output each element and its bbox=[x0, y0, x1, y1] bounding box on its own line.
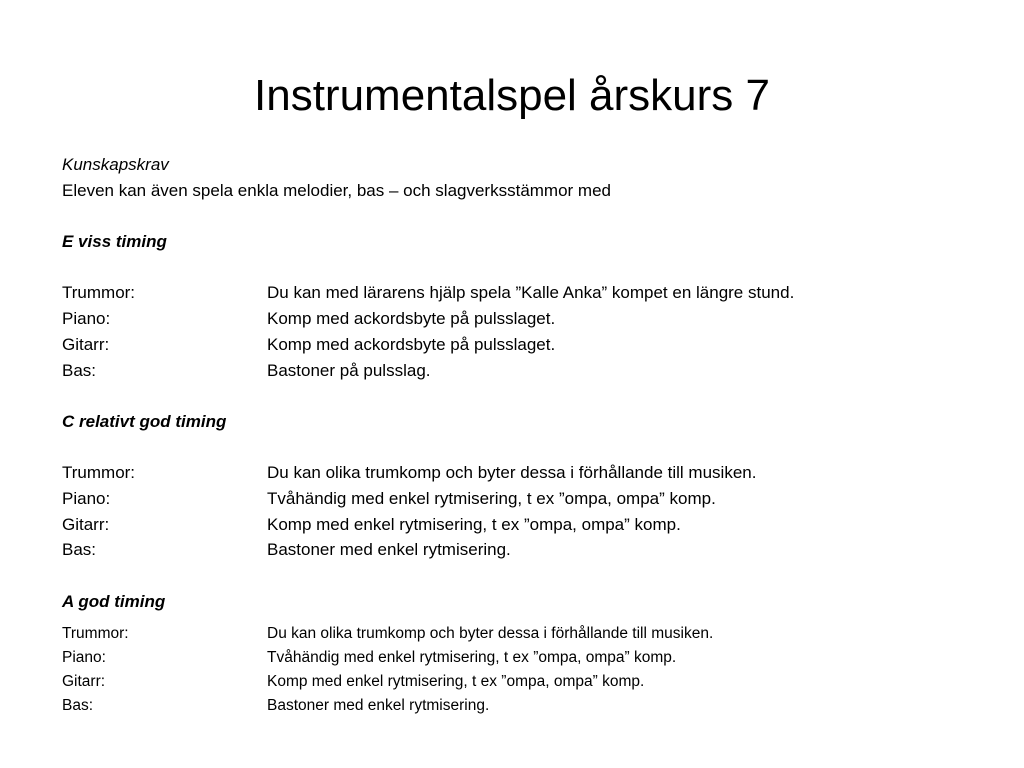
intro-text: Eleven kan även spela enkla melodier, bas – och slagverksstämmor med bbox=[62, 180, 612, 200]
instrument-label: Gitarr: bbox=[62, 334, 110, 354]
instrument-label: Piano: bbox=[62, 309, 111, 329]
level-e-heading: E viss timing bbox=[62, 232, 167, 252]
instrument-description: Bastoner med enkel rytmisering. bbox=[267, 540, 511, 560]
instrument-description: Du kan olika trumkomp och byter dessa i förhållande till musiken. bbox=[267, 463, 757, 483]
level-a-row-piano bbox=[62, 646, 962, 670]
level-e-row-drums bbox=[62, 280, 962, 306]
instrument-label: Trummor: bbox=[62, 463, 136, 483]
spacer bbox=[62, 435, 962, 461]
level-c-row-piano bbox=[62, 486, 962, 512]
level-a-row-drums bbox=[62, 622, 962, 646]
instrument-label: Piano: bbox=[62, 649, 106, 667]
level-a-row-guitar bbox=[62, 670, 962, 694]
level-a-rows bbox=[62, 622, 962, 718]
instrument-description: Du kan med lärarens hjälp spela ”Kalle Anka” kompet en längre stund. bbox=[267, 283, 795, 303]
instrument-label: Bas: bbox=[62, 360, 97, 380]
instrument-label: Gitarr: bbox=[62, 514, 110, 534]
instrument-description: Komp med ackordsbyte på pulsslaget. bbox=[267, 309, 556, 329]
level-e-row-bass bbox=[62, 358, 962, 384]
instrument-label: Trummor: bbox=[62, 625, 129, 643]
level-c-row-bass bbox=[62, 537, 962, 563]
instrument-label: Bas: bbox=[62, 697, 94, 715]
kunskapskrav-heading: Kunskapskrav bbox=[62, 155, 169, 174]
instrument-description: Du kan olika trumkomp och byter dessa i förhållande till musiken. bbox=[267, 625, 714, 643]
level-e-row-piano bbox=[62, 306, 962, 332]
instrument-description: Bastoner på pulsslag. bbox=[267, 360, 431, 380]
instrument-description: Komp med enkel rytmisering, t ex ”ompa, ompa” komp. bbox=[267, 673, 645, 691]
level-a-row-bass bbox=[62, 694, 962, 718]
slide-body bbox=[62, 152, 962, 718]
level-c-row-guitar bbox=[62, 512, 962, 538]
level-a-heading: A god timing bbox=[62, 591, 166, 611]
spacer bbox=[62, 203, 962, 229]
instrument-description: Bastoner med enkel rytmisering. bbox=[267, 697, 490, 715]
spacer bbox=[62, 563, 962, 589]
instrument-description: Tvåhändig med enkel rytmisering, t ex ”ompa, ompa” komp. bbox=[267, 488, 716, 508]
instrument-description: Komp med ackordsbyte på pulsslaget. bbox=[267, 334, 556, 354]
instrument-label: Gitarr: bbox=[62, 673, 106, 691]
spacer bbox=[62, 255, 962, 281]
level-e-row-guitar bbox=[62, 332, 962, 358]
instrument-description: Komp med enkel rytmisering, t ex ”ompa, ompa” komp. bbox=[267, 514, 681, 534]
level-c-row-drums bbox=[62, 460, 962, 486]
spacer bbox=[62, 383, 962, 409]
instrument-label: Trummor: bbox=[62, 283, 136, 303]
instrument-label: Piano: bbox=[62, 488, 111, 508]
level-c-heading: C relativt god timing bbox=[62, 411, 227, 431]
slide-title: Instrumentalspel årskurs 7 bbox=[254, 71, 770, 120]
spacer bbox=[62, 614, 962, 622]
instrument-description: Tvåhändig med enkel rytmisering, t ex ”ompa, ompa” komp. bbox=[267, 649, 677, 667]
instrument-label: Bas: bbox=[62, 540, 97, 560]
